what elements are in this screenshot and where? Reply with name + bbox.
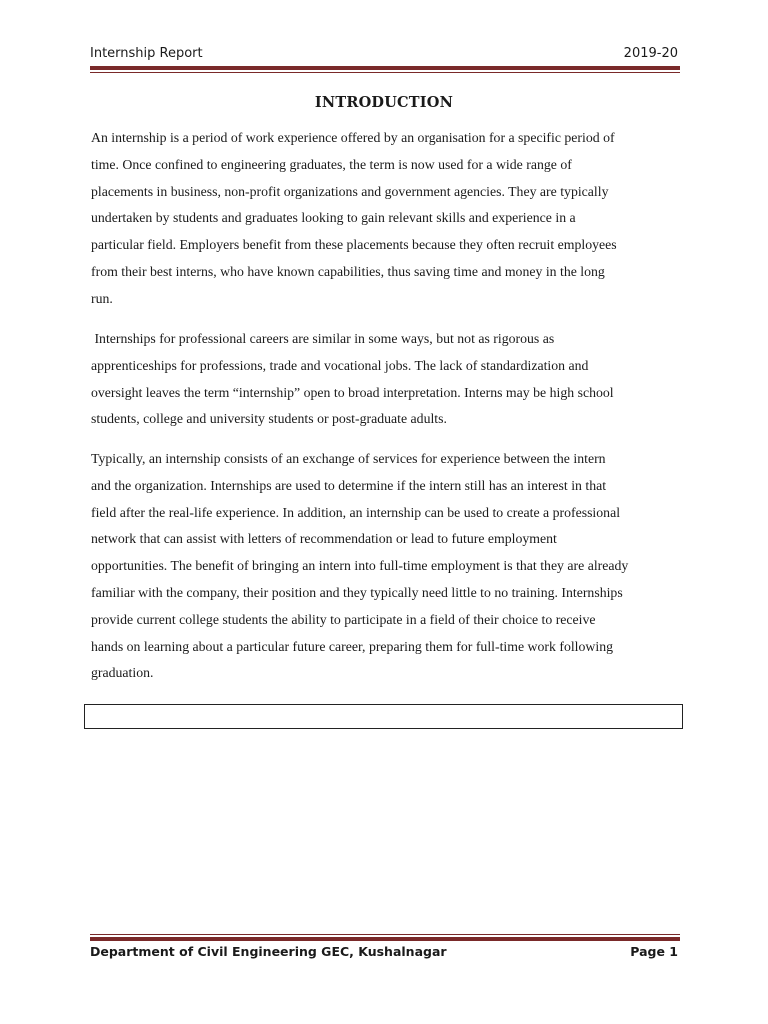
empty-text-box (84, 704, 683, 729)
paragraph-line: placements in business, non-profit organizations and government agencies. They are typically (91, 183, 609, 199)
paragraph-line: hands on learning about a particular future career, preparing them for full-time work following (91, 638, 614, 654)
paragraph-line: students, college and university students or post-graduate adults. (91, 411, 447, 427)
paragraph-3 (91, 446, 681, 687)
page-title: INTRODUCTION (314, 94, 454, 111)
paragraph-line: provide current college students the ability to participate in a field of their choice to receive (91, 611, 596, 627)
paragraph-line: apprenticeships for professions, trade and vocational jobs. The lack of standardization and (91, 357, 589, 373)
footer-rule-thick (90, 937, 680, 941)
page-footer (90, 944, 678, 959)
paragraph-line: run. (91, 290, 113, 306)
footer-rule-thin (90, 934, 680, 935)
paragraph-line: Typically, an internship consists of an exchange of services for experience between the intern (91, 451, 606, 466)
paragraph-line: oversight leaves the term “internship” open to broad interpretation. Interns may be high school (91, 384, 614, 400)
paragraph-line: familiar with the company, their position and they typically need little to no training. Internships (91, 584, 623, 600)
paragraph-line: Internships for professional careers are similar in some ways, but not as rigorous as (91, 331, 555, 346)
paragraph-line: opportunities. The benefit of bringing an intern into full-time employment is that they are already (91, 558, 629, 574)
paragraph-line: field after the real-life experience. In addition, an internship can be used to create a professional (91, 504, 621, 520)
paragraph-line: from their best interns, who have known capabilities, thus saving time and money in the long (91, 263, 605, 279)
header-title: Internship Report (90, 46, 203, 61)
paragraph-line: network that can assist with letters of recommendation or lead to future employment (91, 531, 557, 547)
header-rule-thick (90, 66, 680, 70)
page-header (90, 46, 678, 61)
paragraph-line: graduation. (91, 665, 154, 681)
paragraph-line: and the organization. Internships are used to determine if the intern still has an interest in that (91, 477, 607, 493)
paragraph-line: time. Once confined to engineering graduates, the term is now used for a wide range of (91, 156, 572, 172)
footer-department: Department of Civil Engineering GEC, Kushalnagar (90, 944, 447, 959)
paragraph-1 (91, 125, 681, 313)
header-rule-thin (90, 72, 680, 73)
paragraph-line: An internship is a period of work experience offered by an organisation for a specific period of (91, 130, 615, 145)
footer-page-number: Page 1 (630, 944, 678, 959)
paragraph-2 (91, 326, 681, 433)
paragraph-line: undertaken by students and graduates looking to gain relevant skills and experience in a (91, 210, 576, 226)
paragraph-line: particular field. Employers benefit from these placements because they often recruit employees (91, 237, 617, 253)
header-year: 2019-20 (623, 46, 678, 61)
